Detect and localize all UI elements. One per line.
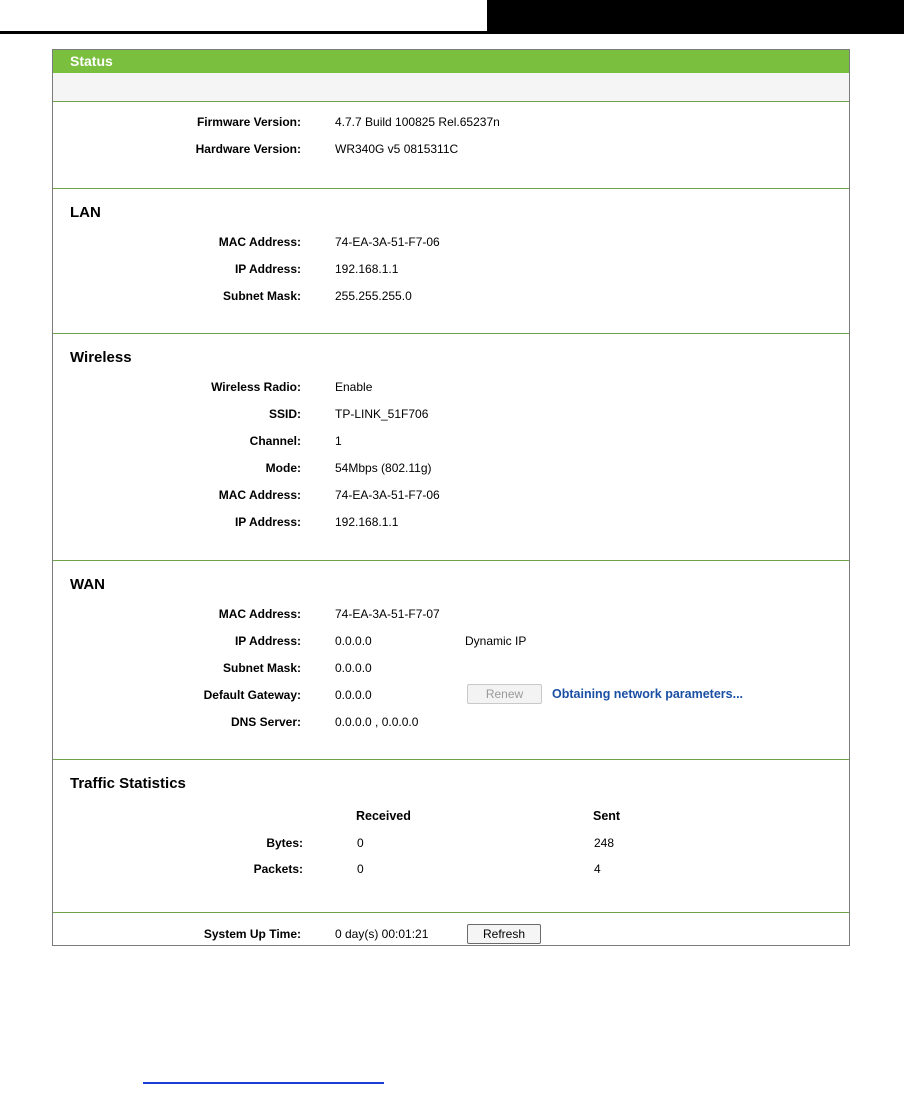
wireless-radio-label: Wireless Radio:: [211, 380, 301, 394]
divider: [53, 188, 849, 189]
gateway-value: 0.0.0.0: [335, 688, 372, 702]
hardware-version-label: Hardware Version:: [195, 142, 301, 156]
bytes-sent-value: 248: [594, 836, 615, 850]
wan-ip-type: Dynamic IP: [465, 634, 527, 648]
divider: [53, 759, 849, 760]
packets-label: Packets:: [253, 862, 303, 876]
wireless-ip-value: 192.168.1.1: [335, 515, 399, 529]
hardware-version-value: WR340G v5 0815311C: [335, 142, 459, 156]
renew-button[interactable]: Renew: [467, 684, 542, 704]
wireless-radio-value: Enable: [335, 380, 373, 394]
ssid-value: TP-LINK_51F706: [335, 407, 429, 421]
channel-value: 1: [335, 434, 342, 448]
channel-label: Channel:: [249, 434, 301, 448]
wan-subnet-label: Subnet Mask:: [222, 661, 301, 675]
wan-ip-value: 0.0.0.0: [335, 634, 372, 648]
mode-value: 54Mbps (802.11g): [335, 461, 432, 475]
divider: [53, 912, 849, 913]
top-black-bar: [487, 0, 904, 31]
bytes-received-value: 0: [357, 836, 364, 850]
top-rule: [0, 31, 904, 34]
wan-subnet-value: 0.0.0.0: [335, 661, 372, 675]
divider: [53, 101, 849, 102]
header-spacer: [53, 73, 849, 101]
lan-ip-label: IP Address:: [234, 262, 301, 276]
wireless-ip-label: IP Address:: [234, 515, 301, 529]
wireless-mac-value: 74-EA-3A-51-F7-06: [335, 488, 440, 502]
packets-sent-value: 4: [594, 862, 601, 876]
uptime-value: 0 day(s) 00:01:21: [335, 927, 429, 941]
received-column-header: Received: [356, 809, 411, 823]
uptime-label: System Up Time:: [203, 927, 301, 941]
mode-label: Mode:: [265, 461, 301, 475]
lan-section-title: LAN: [70, 204, 101, 221]
dns-label: DNS Server:: [230, 715, 301, 729]
lan-mac-value: 74-EA-3A-51-F7-06: [335, 235, 440, 249]
dns-value: 0.0.0.0 , 0.0.0.0: [335, 715, 419, 729]
firmware-version-value: 4.7.7 Build 100825 Rel.65237n: [335, 115, 500, 129]
wireless-section-title: Wireless: [70, 349, 132, 366]
traffic-section-title: Traffic Statistics: [70, 775, 186, 792]
wan-section-title: WAN: [70, 576, 105, 593]
firmware-version-label: Firmware Version:: [196, 115, 301, 129]
lan-subnet-value: 255.255.255.0: [335, 289, 412, 303]
wan-ip-label: IP Address:: [234, 634, 301, 648]
lan-ip-value: 192.168.1.1: [335, 262, 399, 276]
hyperlink-underline[interactable]: [143, 1082, 384, 1084]
refresh-button[interactable]: Refresh: [467, 924, 541, 944]
gateway-label: Default Gateway:: [203, 688, 301, 702]
ssid-label: SSID:: [268, 407, 301, 421]
status-panel: [52, 49, 850, 946]
packets-received-value: 0: [357, 862, 364, 876]
wan-mac-value: 74-EA-3A-51-F7-07: [335, 607, 440, 621]
wan-mac-label: MAC Address:: [218, 607, 301, 621]
wan-status-message: Obtaining network parameters...: [552, 687, 744, 701]
lan-subnet-label: Subnet Mask:: [222, 289, 301, 303]
divider: [53, 560, 849, 561]
divider: [53, 333, 849, 334]
sent-column-header: Sent: [593, 809, 621, 823]
panel-title: Status: [53, 50, 849, 73]
bytes-label: Bytes:: [266, 836, 303, 850]
lan-mac-label: MAC Address:: [218, 235, 301, 249]
wireless-mac-label: MAC Address:: [218, 488, 301, 502]
